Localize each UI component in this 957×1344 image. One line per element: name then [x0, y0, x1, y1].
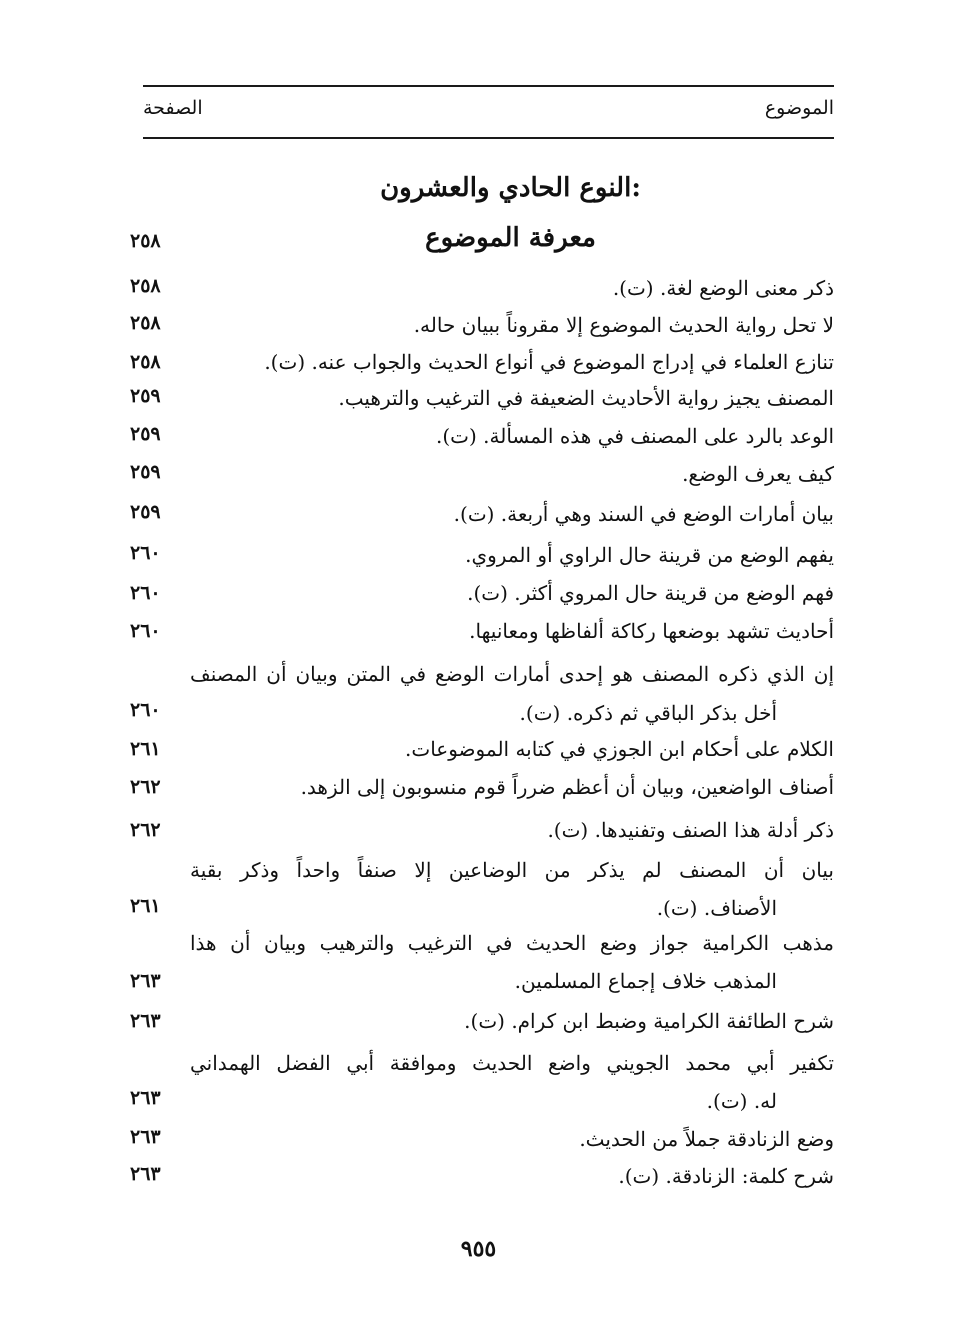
toc-entry: ذكر أدلة هذا الصنف وتفنيدها. (ت).: [547, 818, 834, 842]
section-title: [143, 170, 834, 206]
toc-entry-page: ٢٥٩: [130, 385, 161, 407]
toc-entry: الكلام على أحكام ابن الجوزي في كتابه الموضوعات.: [405, 737, 834, 761]
section-title-page: ٢٥٨: [130, 230, 161, 252]
toc-entry-continuation: المذهب خلاف إجماع المسلمين.: [514, 969, 777, 993]
section-title-line2: معرفة الموضوع: [425, 223, 596, 253]
toc-entry: بيان أمارات الوضع في السند وهي أربعة. (ت).: [453, 502, 834, 526]
toc-entry: تنازع العلماء في إدراج الموضوع في أنواع الحديث والجواب عنه. (ت).: [264, 350, 834, 374]
toc-entry: ذكر معنى الوضع لغة. (ت).: [612, 276, 834, 300]
toc-entry-page: ٢٦٣: [130, 1126, 161, 1148]
toc-entry-continuation: الأصناف. (ت).: [656, 896, 777, 920]
section-title-line1: النوع الحادي والعشرون:: [380, 173, 641, 203]
toc-entry-page: ٢٥٩: [130, 423, 161, 445]
toc-entry: كيف يعرف الوضع.: [682, 462, 834, 486]
top-rule: [143, 85, 834, 87]
toc-entry-page: ٢٦٣: [130, 970, 161, 992]
toc-entry-continuation: له. (ت).: [706, 1089, 777, 1113]
section-subtitle: [143, 220, 834, 256]
page-column-header: الصفحة: [143, 97, 203, 119]
toc-entry: المصنف يجيز رواية الأحاديث الضعيفة في الترغيب والترهيب.: [338, 386, 834, 410]
toc-entry: يفهم الوضع من قرينة حال الراوي أو المروي.: [465, 543, 834, 567]
toc-entry: مذهب الكرامية جواز وضع الحديث في الترغيب والترهيب وبيان أن هذا: [190, 931, 834, 955]
toc-entry: بيان أن المصنف لم يذكر من الوضاعين إلا صنفاً واحداً وذكر بقية: [190, 858, 834, 882]
toc-entry: شرح كلمة: الزنادقة. (ت).: [618, 1164, 834, 1188]
toc-entry: لا تحل رواية الحديث الموضوع إلا مقروناً ببيان حاله.: [413, 313, 834, 337]
toc-entry-page: ٢٦٣: [130, 1163, 161, 1185]
toc-entry-page: ٢٦٣: [130, 1010, 161, 1032]
toc-entry: إن الذي ذكره المصنف هو إحدى أمارات الوضع في المتن وبيان أن المصنف: [190, 662, 834, 686]
toc-entry-page: ٢٦٠: [130, 542, 161, 564]
toc-entry: تكفير أبي محمد الجويني واضع الحديث وموافقة أبي الفضل الهمداني: [190, 1051, 834, 1075]
toc-entry-page: ٢٦٠: [130, 620, 161, 642]
toc-entry-page: ٢٦٢: [130, 776, 161, 798]
header-rule: [143, 137, 834, 139]
toc-entry-page: ٢٦١: [130, 738, 161, 760]
toc-entry: أصناف الواضعين، وبيان أن أعظم ضرراً قوم منسوبون إلى الزهد.: [300, 775, 834, 799]
toc-entry-page: ٢٥٩: [130, 461, 161, 483]
toc-entry: وضع الزنادقة جملاً من الحديث.: [579, 1127, 834, 1151]
toc-entry: الوعد بالرد على المصنف في هذه المسألة. (ت).: [436, 424, 834, 448]
toc-entry-page: ٢٦٠: [130, 582, 161, 604]
toc-entry-page: ٢٦١: [130, 895, 161, 917]
toc-entry-page: ٢٦٣: [130, 1087, 161, 1109]
toc-entry-page: ٢٦٠: [130, 699, 161, 721]
toc-entry-page: ٢٥٨: [130, 312, 161, 334]
toc-entry-continuation: أخل بذكر الباقي ثم ذكره. (ت).: [519, 701, 777, 725]
toc-entry: شرح الطائفة الكرامية وضبط ابن كرام. (ت).: [464, 1009, 834, 1033]
toc-entry-page: ٢٥٨: [130, 351, 161, 373]
toc-entry: أحاديث تشهد بوضعها ركاكة ألفاظها ومعانيها.: [469, 619, 834, 643]
toc-entry-page: ٢٥٩: [130, 501, 161, 523]
topic-column-header: الموضوع: [764, 97, 834, 119]
toc-entry-page: ٢٦٢: [130, 819, 161, 841]
toc-entry: فهم الوضع من قرينة حال المروي أكثر. (ت).: [467, 581, 834, 605]
page-number: ٩٥٥: [460, 1236, 497, 1262]
toc-entry-page: ٢٥٨: [130, 275, 161, 297]
